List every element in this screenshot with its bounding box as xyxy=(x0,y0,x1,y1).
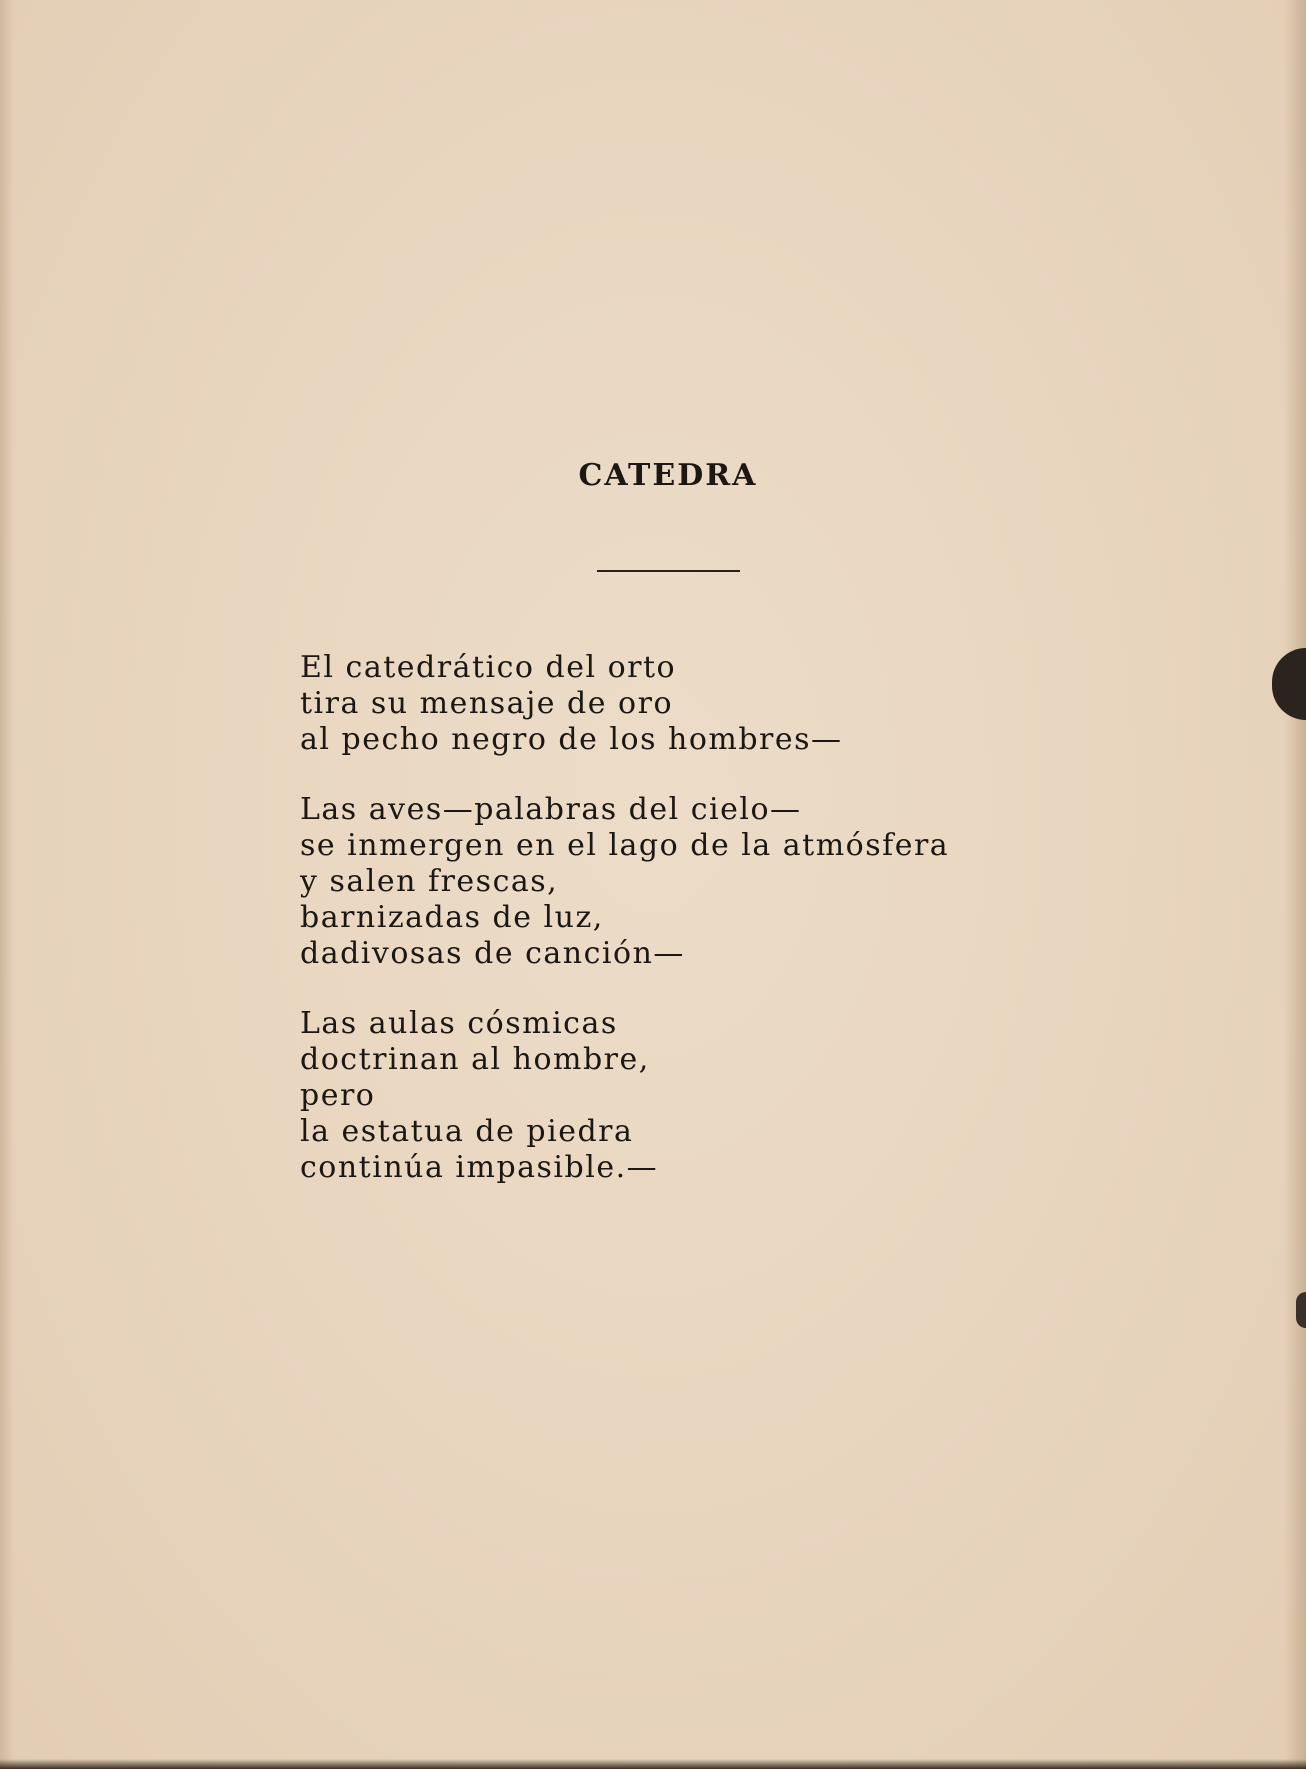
stanza-2 xyxy=(300,792,1100,972)
poem-line: Las aulas cósmicas xyxy=(300,1006,618,1041)
poem-line: dadivosas de canción— xyxy=(300,936,685,971)
ink-blot-small-mark xyxy=(1296,1292,1306,1328)
poem-line: continúa impasible.— xyxy=(300,1150,659,1185)
poem-line: doctrinan al hombre, xyxy=(300,1042,650,1077)
poem-title: CATEDRA xyxy=(578,458,758,493)
page-edge-left xyxy=(0,0,14,1769)
poem-line: barnizadas de luz, xyxy=(300,900,604,935)
poem-line: El catedrático del orto xyxy=(300,650,677,685)
poem-line: pero xyxy=(300,1078,376,1113)
poem-line: y salen frescas, xyxy=(300,864,559,899)
stanza-1 xyxy=(300,650,1100,758)
page-edge-right xyxy=(1284,0,1306,1769)
poem-line: Las aves—palabras del cielo— xyxy=(300,792,802,827)
stanza-3 xyxy=(300,1006,1100,1186)
title-divider xyxy=(597,570,740,572)
poem-line: se inmergen en el lago de la atmósfera xyxy=(300,828,950,863)
poem-line: tira su mensaje de oro xyxy=(300,686,674,721)
ink-blot-mark xyxy=(1272,648,1306,720)
poem-line: al pecho negro de los hombres— xyxy=(300,722,843,757)
poem-body xyxy=(300,650,1100,1220)
poem-line: la estatua de piedra xyxy=(300,1114,634,1149)
page-edge-bottom xyxy=(0,1759,1306,1769)
